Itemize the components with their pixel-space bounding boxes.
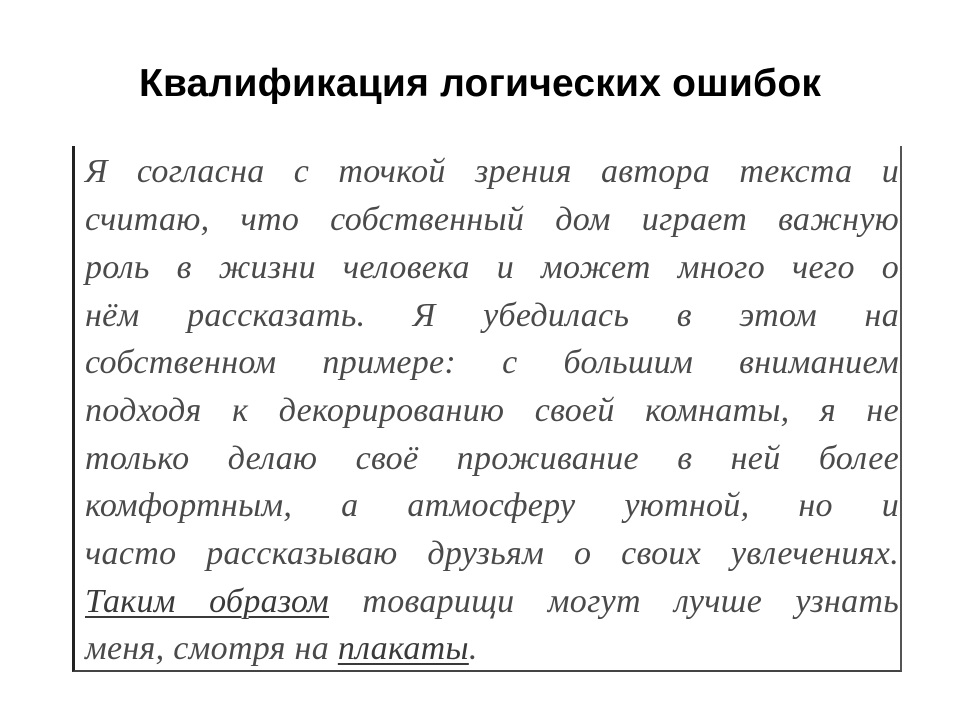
- excerpt-line: только делаю своё проживание в ней более: [85, 440, 899, 477]
- excerpt-line: комфортным, а атмосферу уютной, но и: [85, 487, 899, 524]
- excerpt-text: меня, смотря на: [85, 630, 338, 667]
- excerpt-line: нём рассказать. Я убедилась в этом на: [85, 297, 899, 334]
- excerpt-line: подходя к декорированию своей комнаты, я не: [85, 392, 899, 429]
- underlined-word: плакаты: [337, 630, 469, 667]
- excerpt-line: часто рассказываю друзьям о своих увлечениях.: [85, 535, 899, 572]
- underlined-phrase: Таким образом: [85, 583, 330, 620]
- excerpt-text: товарищи могут лучше узнать: [329, 583, 899, 620]
- excerpt-line: [85, 629, 899, 669]
- excerpt-line: Я согласна с точкой зрения автора текста и: [85, 153, 899, 190]
- excerpt-line: собственном примере: с большим вниманием: [85, 344, 899, 381]
- text-excerpt: [72, 146, 902, 672]
- excerpt-line: считаю, что собственный дом играет важную: [85, 201, 899, 238]
- slide-title: Квалификация логических ошибок: [138, 62, 822, 105]
- excerpt-line: роль в жизни человека и может много чего о: [85, 249, 899, 286]
- excerpt-line: [85, 582, 899, 622]
- excerpt-text: .: [468, 630, 478, 667]
